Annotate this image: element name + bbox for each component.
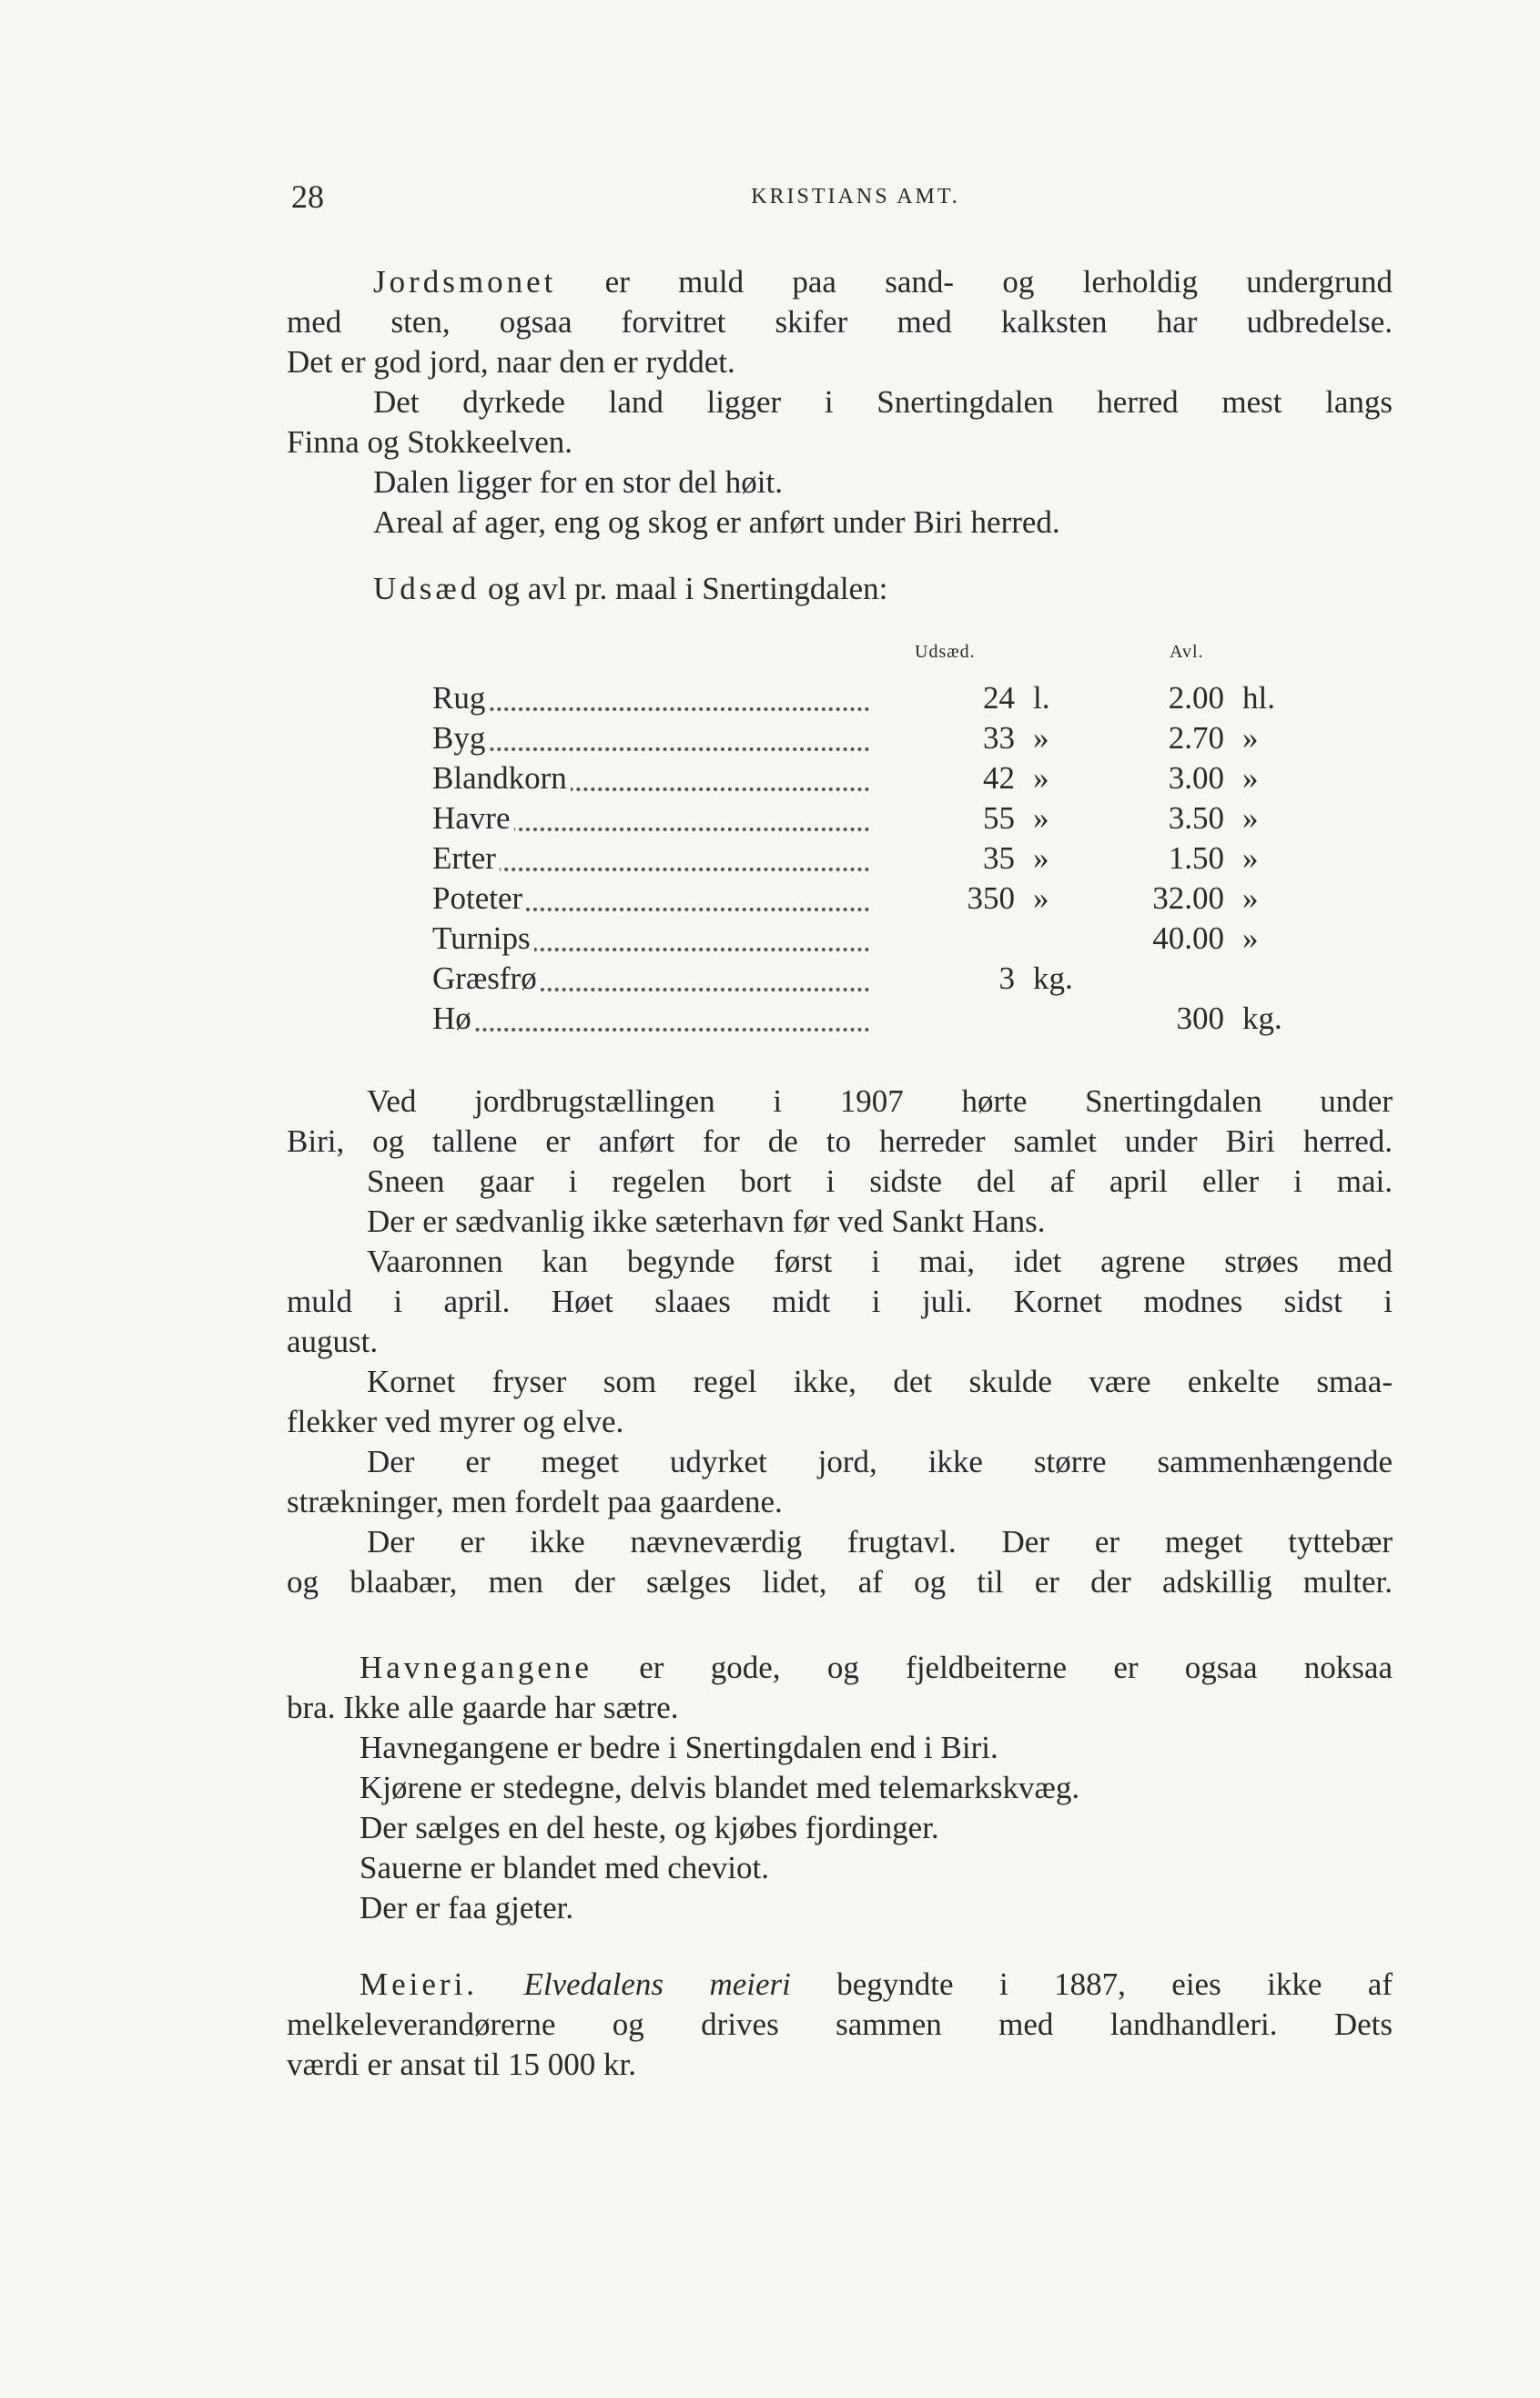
seed-value: 55: [983, 800, 1015, 836]
seed-value: 35: [983, 840, 1015, 876]
seed-unit: l.: [1033, 680, 1050, 716]
yield-value: 40.00: [1152, 920, 1224, 956]
page-header: [291, 178, 1420, 223]
spaced-lead-word: Meieri.: [360, 1966, 479, 2002]
spaced-lead-word: Udsæd: [373, 571, 481, 606]
crop-name: Blandkorn: [432, 760, 571, 796]
table-row: [432, 798, 1288, 838]
table-row: [432, 718, 1288, 758]
table-intro: Udsæd og avl pr. maal i Snertingdalen:: [373, 571, 888, 606]
crop-cell: [432, 919, 869, 959]
paragraph-line: Sauerne er blandet med cheviot.: [360, 1850, 769, 1885]
seed-value: 42: [983, 760, 1015, 796]
seed-unit: »: [1033, 880, 1049, 916]
yield-unit: »: [1242, 840, 1259, 876]
yield-unit: »: [1242, 720, 1259, 756]
crop-name: Havre: [432, 800, 514, 836]
italic-name: Elvedalens meieri: [523, 1966, 791, 2002]
seed-unit: kg.: [1033, 960, 1073, 996]
seed-value: 3: [998, 960, 1015, 996]
yield-unit: »: [1242, 760, 1259, 796]
running-title: KRISTIANS AMT.: [751, 185, 960, 208]
paragraph-line: Der er sædvanlig ikke sæterhavn før ved Sankt Hans.: [367, 1204, 1046, 1239]
table-row: [432, 678, 1288, 718]
paragraph-line: Der er ikke nævneværdig frugtavl. Der er meget tyttebær: [367, 1524, 1393, 1560]
paragraph-line: Havnegangene er bedre i Snertingdalen end i Biri.: [360, 1730, 998, 1765]
page-number: 28: [291, 178, 324, 215]
paragraph-line: og blaabær, men der sælges lidet, af og til er der adskillig multer.: [287, 1564, 1393, 1600]
seed-value: 24: [983, 680, 1015, 716]
table-row: [432, 758, 1288, 798]
crop-cell: [432, 798, 869, 838]
paragraph-line: Areal af ager, eng og skog er anført under Biri herred.: [373, 504, 1060, 540]
paragraph-line: muld i april. Høet slaaes midt i juli. Kornet modnes sidst i: [287, 1284, 1393, 1319]
paragraph-line: Der er meget udyrket jord, ikke større sammenhængende: [367, 1444, 1393, 1479]
paragraph-line: Jordsmonet er muld paa sand- og lerholdig undergrund: [373, 264, 1393, 300]
crop-cell: [432, 678, 869, 718]
table-row: [432, 838, 1288, 879]
paragraph-line: Der sælges en del heste, og kjøbes fjordinger.: [360, 1810, 939, 1845]
yield-unit: »: [1242, 880, 1259, 916]
crop-name: Hø: [432, 1001, 475, 1036]
paragraph-line: Havnegangene er gode, og fjeldbeiterne er ogsaa noksaa: [360, 1650, 1393, 1685]
meieri-line: Meieri. Elvedalens meieri begyndte i 1887, eies ikke af: [360, 1966, 1393, 2002]
yield-value: 300: [1176, 1001, 1224, 1036]
crop-cell: [432, 999, 869, 1039]
seed-unit: »: [1033, 840, 1049, 876]
crop-name: Turnips: [432, 920, 534, 956]
paragraph-line: Kornet fryser som regel ikke, det skulde være enkelte smaa-: [367, 1364, 1393, 1399]
paragraph-line: Kjørene er stedegne, delvis blandet med telemarkskvæg.: [360, 1770, 1080, 1805]
crop-name: Poteter: [432, 880, 526, 916]
crop-cell: [432, 959, 869, 999]
crop-name: Byg: [432, 720, 489, 756]
seed-value: 33: [983, 720, 1015, 756]
spaced-lead-word: Jordsmonet: [373, 264, 557, 300]
meieri-line: melkeleverandørerne og drives sammen med landhandleri. Dets: [287, 2007, 1393, 2042]
yield-value: 2.00: [1168, 680, 1224, 716]
paragraph-line: Det dyrkede land ligger i Snertingdalen herred mest langs: [373, 384, 1393, 420]
table-row: [432, 959, 1288, 999]
yield-value: 32.00: [1152, 880, 1224, 916]
yield-unit: kg.: [1242, 1001, 1282, 1036]
yield-unit: hl.: [1242, 680, 1275, 716]
crop-name: Græsfrø: [432, 960, 541, 996]
table-row: [432, 879, 1288, 919]
paragraph-line: Ved jordbrugstællingen i 1907 hørte Snertingdalen under: [367, 1083, 1393, 1119]
paragraph-line: august.: [287, 1324, 379, 1359]
yield-value: 3.50: [1168, 800, 1224, 836]
table-row: [432, 999, 1288, 1039]
crop-name: Rug: [432, 680, 489, 716]
yield-value: 1.50: [1168, 840, 1224, 876]
paragraph-line: Vaaronnen kan begynde først i mai, idet agrene strøes med: [367, 1244, 1393, 1279]
yield-value: 2.70: [1168, 720, 1224, 756]
paragraph-line: bra. Ikke alle gaarde har sætre.: [287, 1690, 679, 1725]
column-header-seed: Udsæd.: [915, 642, 976, 662]
yield-table: [432, 642, 1288, 1042]
table-row: [432, 919, 1288, 959]
seed-unit: »: [1033, 760, 1049, 796]
crop-cell: [432, 879, 869, 919]
paragraph-line: strækninger, men fordelt paa gaardene.: [287, 1484, 783, 1519]
paragraph-line: Der er faa gjeter.: [360, 1890, 574, 1926]
crop-cell: [432, 758, 869, 798]
crop-cell: [432, 838, 869, 879]
yield-unit: »: [1242, 920, 1259, 956]
paragraph-line: Det er god jord, naar den er ryddet.: [287, 344, 735, 380]
paragraph-line: Biri, og tallene er anført for de to herreder samlet under Biri herred.: [287, 1123, 1393, 1159]
spaced-lead-word: Havnegangene: [360, 1650, 593, 1685]
yield-value: 3.00: [1168, 760, 1224, 796]
paragraph-line: med sten, ogsaa forvitret skifer med kalksten har udbredelse.: [287, 304, 1393, 340]
paragraph-line: Sneen gaar i regelen bort i sidste del af april eller i mai.: [367, 1163, 1393, 1199]
yield-unit: »: [1242, 800, 1259, 836]
seed-unit: »: [1033, 800, 1049, 836]
seed-unit: »: [1033, 720, 1049, 756]
meieri-line: værdi er ansat til 15 000 kr.: [287, 2047, 636, 2082]
column-header-yield: Avl.: [1170, 642, 1204, 662]
seed-value: 350: [967, 880, 1015, 916]
crop-cell: [432, 718, 869, 758]
crop-name: Erter: [432, 840, 500, 876]
paragraph-line: Dalen ligger for en stor del høit.: [373, 464, 784, 500]
paragraph-line: flekker ved myrer og elve.: [287, 1404, 624, 1439]
paragraph-line: Finna og Stokkeelven.: [287, 424, 572, 460]
